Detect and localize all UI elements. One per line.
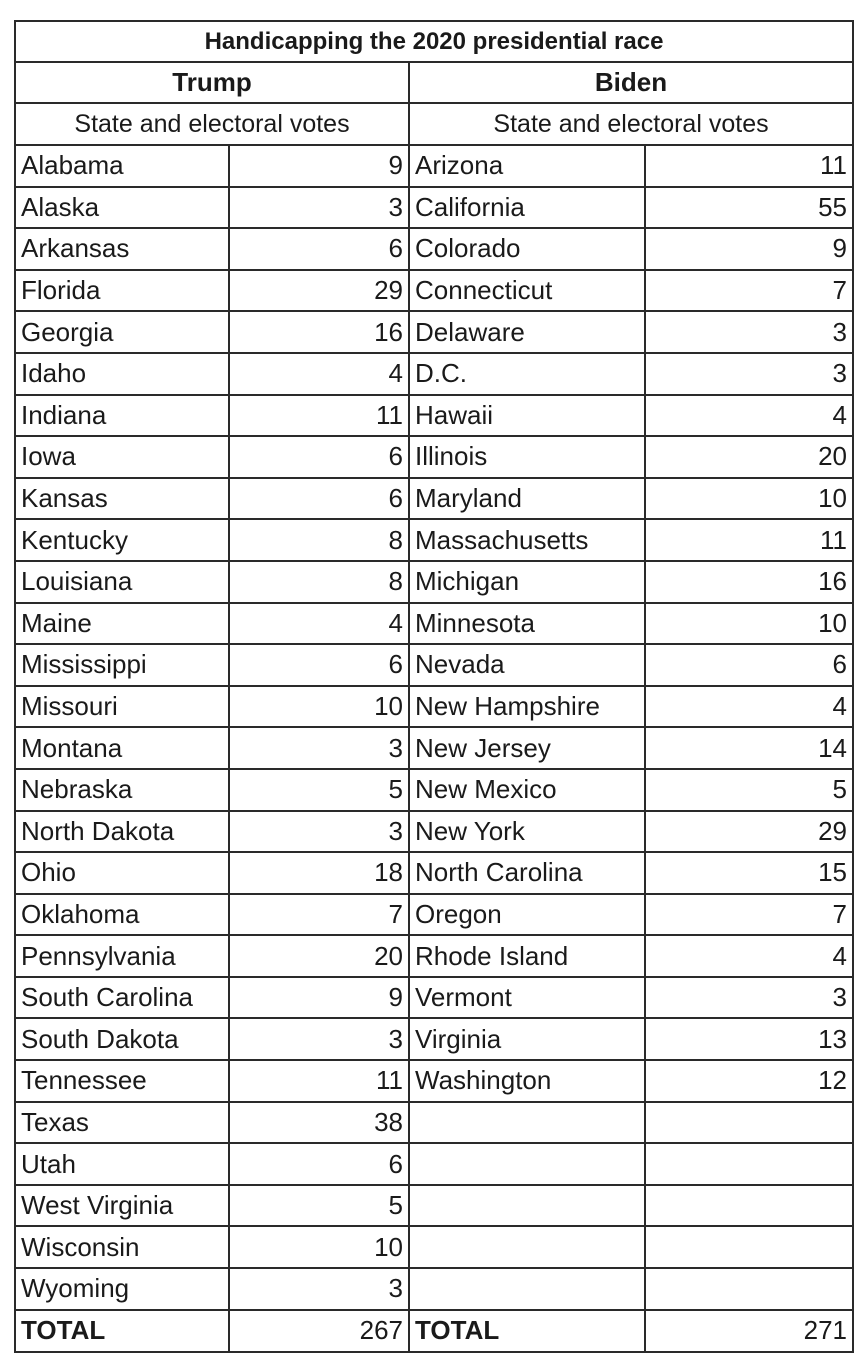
trump-votes-cell: 3 — [229, 1018, 409, 1060]
biden-votes-cell: 10 — [645, 603, 853, 645]
biden-state-cell: Delaware — [409, 311, 645, 353]
biden-votes-cell: 5 — [645, 769, 853, 811]
trump-votes-cell: 9 — [229, 977, 409, 1019]
biden-state-cell: Michigan — [409, 561, 645, 603]
biden-votes-cell: 3 — [645, 353, 853, 395]
trump-state-cell: Florida — [15, 270, 229, 312]
biden-votes-cell: 7 — [645, 270, 853, 312]
biden-votes-cell: 3 — [645, 311, 853, 353]
biden-state-cell: Maryland — [409, 478, 645, 520]
trump-votes-cell: 7 — [229, 894, 409, 936]
trump-state-cell: Utah — [15, 1143, 229, 1185]
trump-votes-cell: 3 — [229, 811, 409, 853]
biden-votes-cell — [645, 1268, 853, 1310]
biden-votes-cell: 29 — [645, 811, 853, 853]
table-row — [15, 145, 853, 187]
biden-subheader: State and electoral votes — [409, 103, 853, 145]
table-row — [15, 1018, 853, 1060]
biden-votes-cell: 55 — [645, 187, 853, 229]
trump-votes-cell: 10 — [229, 1226, 409, 1268]
biden-votes-cell: 10 — [645, 478, 853, 520]
biden-votes-cell: 13 — [645, 1018, 853, 1060]
biden-votes-cell: 11 — [645, 145, 853, 187]
biden-votes-cell: 11 — [645, 519, 853, 561]
trump-state-cell: Louisiana — [15, 561, 229, 603]
trump-total-value: 267 — [229, 1310, 409, 1352]
table-row — [15, 1102, 853, 1144]
trump-state-cell: Tennessee — [15, 1060, 229, 1102]
table-row — [15, 1226, 853, 1268]
trump-state-cell: Idaho — [15, 353, 229, 395]
trump-state-cell: Montana — [15, 727, 229, 769]
trump-state-cell: Pennsylvania — [15, 935, 229, 977]
table-row — [15, 1143, 853, 1185]
trump-votes-cell: 20 — [229, 935, 409, 977]
table-row — [15, 644, 853, 686]
trump-votes-cell: 16 — [229, 311, 409, 353]
trump-state-cell: Alaska — [15, 187, 229, 229]
table-row — [15, 769, 853, 811]
title-row — [15, 21, 853, 62]
biden-state-cell: New Jersey — [409, 727, 645, 769]
trump-votes-cell: 6 — [229, 1143, 409, 1185]
table-row — [15, 935, 853, 977]
trump-state-cell: Arkansas — [15, 228, 229, 270]
biden-votes-cell — [645, 1102, 853, 1144]
biden-state-cell: Virginia — [409, 1018, 645, 1060]
table-row — [15, 1268, 853, 1310]
trump-state-cell: Missouri — [15, 686, 229, 728]
trump-state-cell: Wisconsin — [15, 1226, 229, 1268]
trump-state-cell: South Dakota — [15, 1018, 229, 1060]
table-row — [15, 561, 853, 603]
table-row — [15, 811, 853, 853]
biden-state-cell: Washington — [409, 1060, 645, 1102]
trump-votes-cell: 6 — [229, 436, 409, 478]
trump-state-cell: North Dakota — [15, 811, 229, 853]
biden-state-cell — [409, 1268, 645, 1310]
table-row — [15, 894, 853, 936]
trump-state-cell: Maine — [15, 603, 229, 645]
table-row — [15, 1185, 853, 1227]
biden-state-cell: Minnesota — [409, 603, 645, 645]
table-row — [15, 519, 853, 561]
trump-state-cell: Texas — [15, 1102, 229, 1144]
trump-state-cell: Alabama — [15, 145, 229, 187]
table-row — [15, 353, 853, 395]
biden-total-value: 271 — [645, 1310, 853, 1352]
biden-votes-cell: 14 — [645, 727, 853, 769]
trump-state-cell: Indiana — [15, 395, 229, 437]
biden-state-cell: Hawaii — [409, 395, 645, 437]
biden-votes-cell: 15 — [645, 852, 853, 894]
biden-votes-cell: 3 — [645, 977, 853, 1019]
biden-state-cell: New Mexico — [409, 769, 645, 811]
biden-votes-cell: 9 — [645, 228, 853, 270]
biden-state-cell — [409, 1143, 645, 1185]
trump-state-cell: Kentucky — [15, 519, 229, 561]
table-row — [15, 1060, 853, 1102]
trump-header: Trump — [15, 62, 409, 103]
trump-votes-cell: 11 — [229, 395, 409, 437]
trump-votes-cell: 29 — [229, 270, 409, 312]
biden-votes-cell: 4 — [645, 395, 853, 437]
trump-state-cell: Iowa — [15, 436, 229, 478]
trump-votes-cell: 18 — [229, 852, 409, 894]
biden-state-cell: California — [409, 187, 645, 229]
trump-state-cell: West Virginia — [15, 1185, 229, 1227]
trump-state-cell: Wyoming — [15, 1268, 229, 1310]
table-row — [15, 478, 853, 520]
table-row — [15, 977, 853, 1019]
trump-votes-cell: 3 — [229, 187, 409, 229]
biden-state-cell: North Carolina — [409, 852, 645, 894]
biden-state-cell: D.C. — [409, 353, 645, 395]
trump-state-cell: Kansas — [15, 478, 229, 520]
trump-total-label: TOTAL — [15, 1310, 229, 1352]
biden-votes-cell — [645, 1185, 853, 1227]
table-row — [15, 228, 853, 270]
trump-votes-cell: 3 — [229, 727, 409, 769]
biden-votes-cell: 12 — [645, 1060, 853, 1102]
table-row — [15, 727, 853, 769]
trump-votes-cell: 10 — [229, 686, 409, 728]
trump-state-cell: South Carolina — [15, 977, 229, 1019]
table-row — [15, 270, 853, 312]
biden-state-cell: Illinois — [409, 436, 645, 478]
biden-state-cell: Colorado — [409, 228, 645, 270]
biden-votes-cell — [645, 1226, 853, 1268]
trump-state-cell: Georgia — [15, 311, 229, 353]
trump-votes-cell: 6 — [229, 644, 409, 686]
biden-votes-cell — [645, 1143, 853, 1185]
subheader-row — [15, 103, 853, 145]
biden-state-cell: Massachusetts — [409, 519, 645, 561]
biden-state-cell: New Hampshire — [409, 686, 645, 728]
biden-votes-cell: 6 — [645, 644, 853, 686]
biden-votes-cell: 7 — [645, 894, 853, 936]
trump-votes-cell: 8 — [229, 561, 409, 603]
trump-state-cell: Nebraska — [15, 769, 229, 811]
trump-votes-cell: 5 — [229, 769, 409, 811]
table-row — [15, 395, 853, 437]
trump-votes-cell: 6 — [229, 478, 409, 520]
biden-header: Biden — [409, 62, 853, 103]
biden-state-cell: Oregon — [409, 894, 645, 936]
table-row — [15, 436, 853, 478]
biden-votes-cell: 20 — [645, 436, 853, 478]
table-row — [15, 311, 853, 353]
biden-votes-cell: 4 — [645, 686, 853, 728]
total-row — [15, 1310, 853, 1352]
trump-votes-cell: 11 — [229, 1060, 409, 1102]
biden-state-cell: Vermont — [409, 977, 645, 1019]
biden-state-cell: New York — [409, 811, 645, 853]
table-row — [15, 852, 853, 894]
table-title: Handicapping the 2020 presidential race — [15, 21, 853, 62]
trump-votes-cell: 9 — [229, 145, 409, 187]
trump-subheader: State and electoral votes — [15, 103, 409, 145]
biden-total-label: TOTAL — [409, 1310, 645, 1352]
biden-state-cell: Nevada — [409, 644, 645, 686]
trump-votes-cell: 8 — [229, 519, 409, 561]
trump-votes-cell: 4 — [229, 603, 409, 645]
trump-votes-cell: 6 — [229, 228, 409, 270]
table-row — [15, 686, 853, 728]
biden-state-cell: Connecticut — [409, 270, 645, 312]
electoral-table-wrapper — [14, 20, 852, 1353]
trump-state-cell: Oklahoma — [15, 894, 229, 936]
biden-state-cell — [409, 1226, 645, 1268]
table-row — [15, 187, 853, 229]
table-row — [15, 603, 853, 645]
trump-state-cell: Mississippi — [15, 644, 229, 686]
electoral-votes-table — [14, 20, 854, 1353]
trump-votes-cell: 38 — [229, 1102, 409, 1144]
trump-votes-cell: 3 — [229, 1268, 409, 1310]
candidate-row — [15, 62, 853, 103]
trump-state-cell: Ohio — [15, 852, 229, 894]
biden-state-cell — [409, 1185, 645, 1227]
trump-votes-cell: 4 — [229, 353, 409, 395]
biden-state-cell: Arizona — [409, 145, 645, 187]
trump-votes-cell: 5 — [229, 1185, 409, 1227]
biden-votes-cell: 4 — [645, 935, 853, 977]
biden-state-cell — [409, 1102, 645, 1144]
biden-votes-cell: 16 — [645, 561, 853, 603]
biden-state-cell: Rhode Island — [409, 935, 645, 977]
